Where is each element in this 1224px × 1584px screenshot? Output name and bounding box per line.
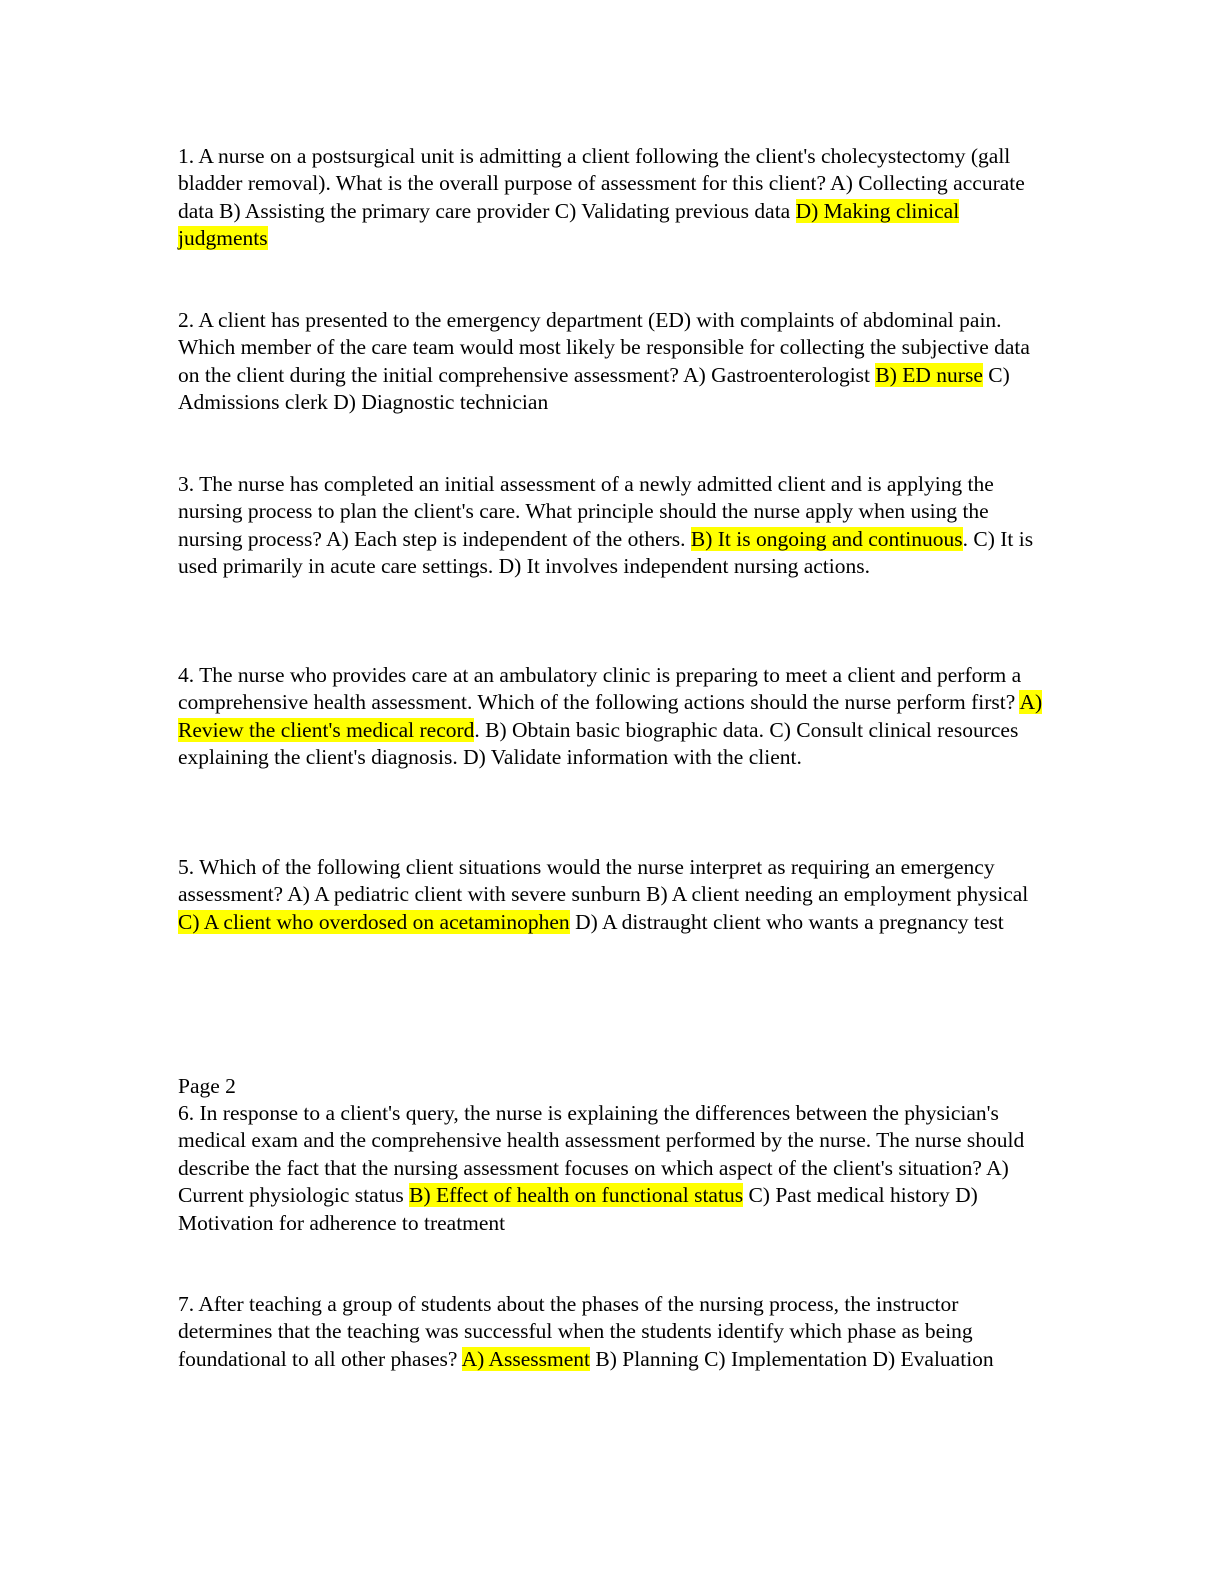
highlighted-answer: D) Making clinical judgments xyxy=(178,198,960,251)
question-text: 6. In response to a client's query, the nurse is explaining the differences between the physician's medical exam and the comprehensive health assessment performed by the nurse. The nurse should describe the fact that the nursing assessment focuses on which aspect of the client's situation? A) Current physiologic status xyxy=(178,1101,1025,1208)
question-7 xyxy=(178,1291,1048,1373)
question-text-after: C) Past medical history D) Motivation for adherence to treatment xyxy=(178,1183,978,1235)
page-number-label: Page 2 xyxy=(178,1074,236,1098)
question-text: 3. The nurse has completed an initial assessment of a newly admitted client and is applying the nursing process to plan the client's care. What principle should the nurse apply when using the nursing process? A) Each step is independent of the others. xyxy=(178,472,994,551)
question-1 xyxy=(178,143,1048,253)
highlighted-answer: B) Effect of health on functional status xyxy=(409,1183,744,1208)
question-text: 4. The nurse who provides care at an ambulatory clinic is preparing to meet a client and perform a comprehensive health assessment. Which of the following actions should the nurse perform first? xyxy=(178,663,1022,715)
question-text-after: . C) It is used primarily in acute care settings. D) It involves independent nursing actions. xyxy=(178,526,1034,579)
question-2 xyxy=(178,307,1048,417)
question-text: 7. After teaching a group of students about the phases of the nursing process, the instructor determines that the teaching was successful when the students identify which phase as being foundational to all other phases? xyxy=(178,1292,973,1371)
question-text-after: C) Admissions clerk D) Diagnostic technician xyxy=(178,362,1010,415)
question-5 xyxy=(178,854,1048,936)
question-text-after: B) Planning C) Implementation D) Evaluation xyxy=(590,1346,994,1371)
highlighted-answer: C) A client who overdosed on acetaminophen xyxy=(178,909,570,934)
question-text: 2. A client has presented to the emergency department (ED) with complaints of abdominal pain. Which member of the care team would most likely be responsible for collecting the subjective data on the client during the initial comprehensive assessment? A) Gastroenterologist xyxy=(178,308,1030,387)
question-6 xyxy=(178,1100,1048,1237)
question-text-after: D) A distraught client who wants a pregnancy test xyxy=(569,909,1004,934)
highlighted-answer: B) ED nurse xyxy=(875,362,983,387)
question-text: 5. Which of the following client situations would the nurse interpret as requiring an emergency assessment? A) A pediatric client with severe sunburn B) A client needing an employment physical xyxy=(178,855,1029,907)
question-3 xyxy=(178,471,1048,581)
highlighted-answer: A) Assessment xyxy=(461,1346,591,1371)
question-4 xyxy=(178,662,1048,772)
highlighted-answer: B) It is ongoing and continuous xyxy=(690,526,963,551)
question-text-after: . B) Obtain basic biographic data. C) Consult clinical resources explaining the client's diagnosis. D) Validate information with the client. xyxy=(178,717,1019,770)
question-text: 1. A nurse on a postsurgical unit is admitting a client following the client's cholecystectomy (gall bladder removal). What is the overall purpose of assessment for this client? A) Collecting accurate data B) Assisting the primary care provider C) Validating previous data xyxy=(178,144,1025,223)
highlighted-answer: A) Review the client's medical record xyxy=(178,690,1043,742)
